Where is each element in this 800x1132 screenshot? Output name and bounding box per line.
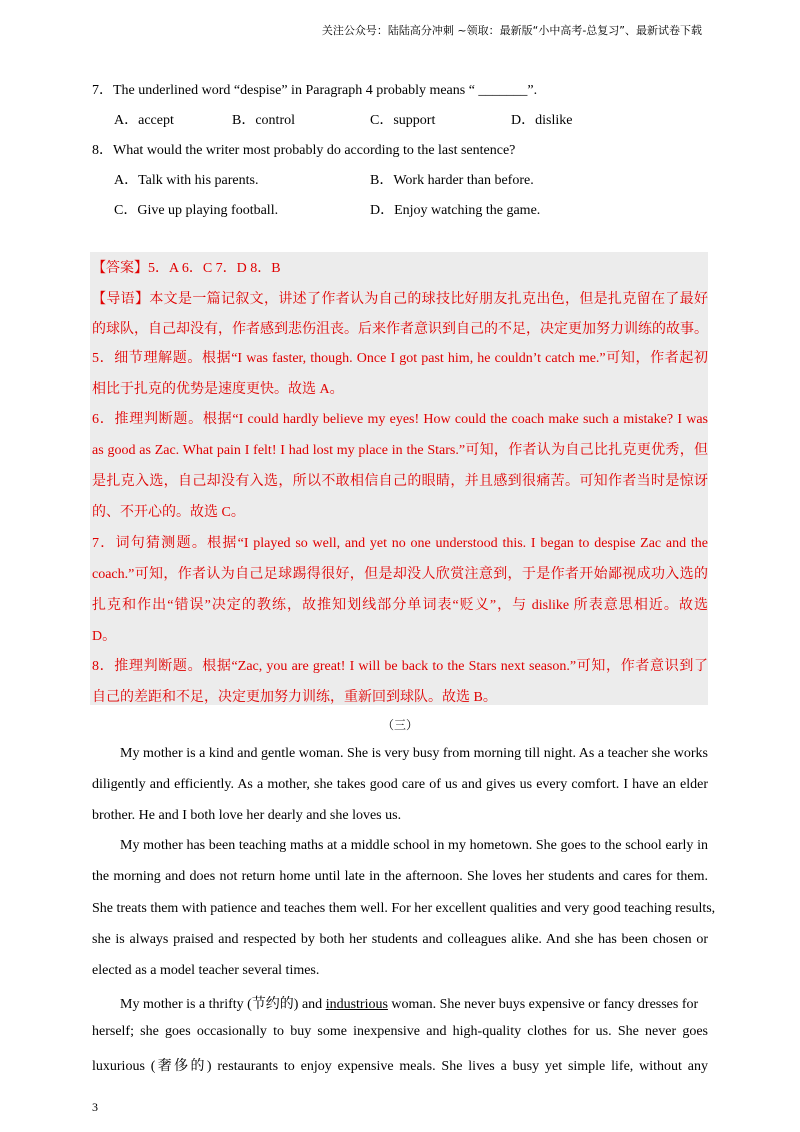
- page-number: 3: [92, 1100, 98, 1114]
- passage-text: My mother is a thrifty (节约的) and: [120, 997, 326, 1012]
- answer-line: 【答案】5．A 6．C 7．D 8．B: [92, 261, 281, 276]
- q7-option-b: B．control: [232, 113, 295, 128]
- passage-line: diligently and efficiently. As a mother, she takes good care of us and gives us every comfort. I have an elder: [92, 777, 708, 792]
- section-title: （三）: [381, 718, 418, 732]
- question-8-stem: 8．What would the writer most probably do according to the last sentence?: [92, 143, 516, 158]
- passage-line: the morning and does not return home until late in the afternoon. She loves her students and cares for them.: [92, 869, 708, 884]
- passage-line: luxurious (奢侈的) restaurants to enjoy expensive meals. She lives a busy yet simple life, without any: [92, 1059, 708, 1074]
- answer-line: 8．推理判断题。根据“Zac, you are great! I will be back to the Stars next season.”可知，作者意识到了: [92, 659, 708, 674]
- answer-line: 是扎克入选，自己却没有入选，所以不敢相信自己的眼睛，并且感到很痛苦。可知作者当时是惊讶: [92, 474, 708, 489]
- q8-option-b: B．Work harder than before.: [370, 173, 534, 188]
- passage-line: My mother has been teaching maths at a middle school in my hometown. She goes to the school early in: [120, 838, 708, 853]
- answer-line: 扎克和作出“错误”决定的教练，故推知划线部分单词表“贬义”，与 dislike 所表意思相近。故选: [92, 598, 708, 613]
- answer-line: 的、不开心的。故选 C。: [92, 505, 245, 520]
- q8-option-a: A．Talk with his parents.: [114, 173, 259, 188]
- answer-line: 相比于扎克的优势是速度更快。故选 A。: [92, 382, 344, 397]
- underlined-word-industrious: industrious: [325, 997, 388, 1012]
- answer-line: coach.”可知，作者认为自己足球踢得很好，但是却没人欣赏注意到，于是作者开始鄙视成功入选的: [92, 567, 708, 582]
- answer-line: 【导语】本文是一篇记叙文，讲述了作者认为自己的球技比好朋友扎克出色，但是扎克留在了最好: [92, 292, 708, 307]
- answer-line: 自己的差距和不足，决定更加努力训练，重新回到球队。故选 B。: [92, 690, 497, 705]
- answer-line: 5．细节理解题。根据“I was faster, though. Once I got past him, he couldn’t catch me.”可知，作者起初: [92, 351, 708, 366]
- q8-option-c: C．Give up playing football.: [114, 203, 279, 218]
- passage-line: She treats them with patience and teaches them well. For her excellent qualities and very good teaching results,: [92, 901, 716, 916]
- passage-line: herself; she goes occasionally to buy some inexpensive and high-quality clothes for us. She never goes: [92, 1024, 708, 1039]
- q7-option-c: C．support: [370, 113, 436, 128]
- page-header: 关注公众号：陆陆高分冲刺 ~领取：最新版“小中高考-总复习”、最新试卷下载: [321, 24, 702, 37]
- passage-line: My mother is a kind and gentle woman. She is very busy from morning till night. As a teacher she works: [120, 746, 708, 761]
- question-7-stem: 7．The underlined word “despise” in Paragraph 4 probably means “ _______”.: [92, 83, 538, 98]
- passage-line: elected as a model teacher several times.: [92, 963, 320, 978]
- answer-line: D。: [92, 629, 117, 644]
- passage-text: woman. She never buys expensive or fancy dresses for: [387, 997, 699, 1012]
- answer-line: 的球队，自己却没有，作者感到悲伤沮丧。后来作者意识到自己的不足，决定更加努力训练的故事。: [92, 322, 708, 337]
- q8-option-d: D．Enjoy watching the game.: [370, 203, 541, 218]
- answer-line: as good as Zac. What pain I felt! I had lost my place in the Stars.”可知，作者认为自己比扎克更优秀，但: [92, 443, 708, 458]
- passage-line: brother. He and I both love her dearly and she loves us.: [92, 808, 402, 823]
- passage-line: she is always praised and respected by both her students and colleagues alike. And she has been chosen or: [92, 932, 708, 947]
- answer-line: 7．词句猜测题。根据“I played so well, and yet no one understood this. I began to despise Zac and the: [92, 536, 708, 551]
- q7-option-d: D．dislike: [511, 113, 573, 128]
- passage-line-with-underline: [120, 993, 698, 1013]
- answer-line: 6．推理判断题。根据“I could hardly believe my eyes! How could the coach make such a mistake? I was: [92, 412, 708, 427]
- q7-option-a: A．accept: [114, 113, 174, 128]
